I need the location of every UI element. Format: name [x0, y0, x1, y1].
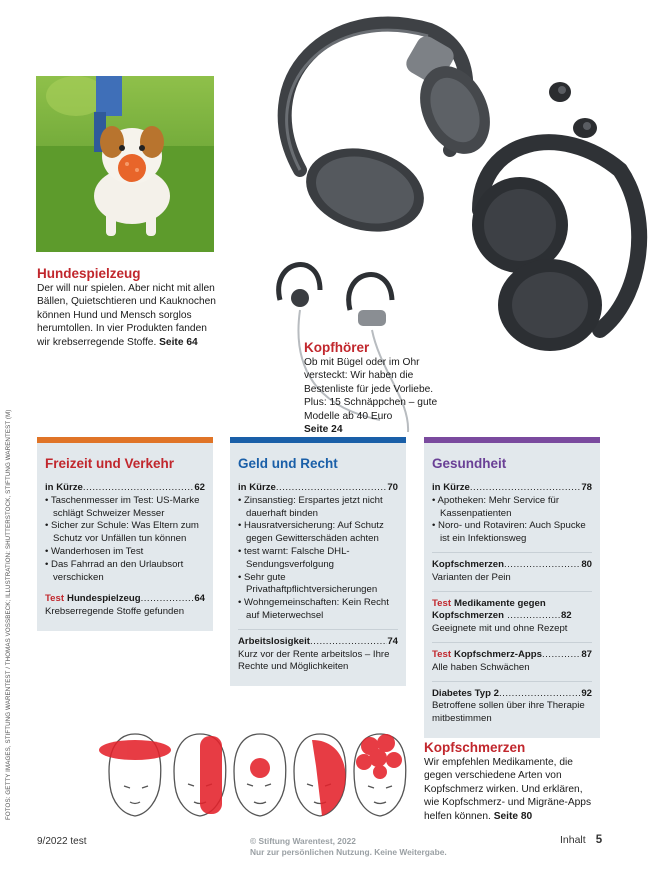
list-item: • Noro- und Rotaviren: Auch Spucke ist ein Infektionsweg: [432, 520, 592, 546]
entry-page: 87: [581, 648, 592, 660]
list-item: • Apotheken: Mehr Service für Kassenpatienten: [432, 495, 592, 521]
toc-entry-kopfschmerz-apps[interactable]: [432, 649, 592, 662]
list-item: • Taschenmesser im Test: US-Marke schlägt Schweizer Messer: [45, 495, 205, 521]
entry-page: 82: [560, 610, 572, 622]
test-label: Test: [45, 593, 65, 605]
test-label: Test: [432, 597, 452, 609]
entry-description: Betroffene sollen über ihre Therapie mitbestimmen: [432, 700, 585, 725]
toc-entry-in-kuerze[interactable]: [432, 482, 592, 495]
list-item: • Wohngemeinschaften: Kein Recht auf Mieterwechsel: [238, 597, 398, 623]
toc-entry-medikamente[interactable]: Test Medikamente gegen Kopfschmerzen .................82: [432, 597, 572, 622]
copyright-line: © Stiftung Warentest, 2022: [250, 836, 356, 846]
toc-entry-in-kuerze[interactable]: [238, 482, 398, 495]
photo-credit: FOTOS: GETTY IMAGES, STIFTUNG WARENTEST / THOMAS VOSSBECK; ILLUSTRATION: SHUTTERSTOCK, STIFTUNG WARENTEST (M): [5, 409, 12, 820]
toc-entry-kopfschmerzen[interactable]: [432, 559, 592, 572]
list-item: • Zinsanstieg: Erspartes jetzt nicht dauerhaft binden: [238, 495, 398, 521]
entry-title: Medikamente gegen Kopfschmerzen: [432, 597, 546, 622]
usage-line: Nur zur persönlichen Nutzung. Keine Weitergabe.: [250, 846, 447, 857]
list-item: • test warnt: Falsche DHL-Sendungsverfolgung: [238, 546, 398, 572]
feature-title: Kopfschmerzen: [424, 740, 526, 755]
entry-title: Kopfschmerzen: [432, 558, 504, 570]
entry-description: Krebserregende Stoffe gefunden: [45, 606, 185, 618]
entry-page: 78: [581, 482, 592, 493]
section-geld-und-recht: [230, 437, 406, 686]
section-freizeit-und-verkehr: [37, 437, 213, 631]
headache-illustration: [90, 726, 420, 826]
entry-page: 62: [194, 482, 205, 493]
feature-hundespielzeug: [37, 266, 222, 349]
entry-page: 80: [581, 558, 592, 570]
toc-entry-diabetes[interactable]: [432, 688, 592, 701]
feature-title: Hundespielzeug: [37, 266, 141, 281]
entry-page: 64: [194, 593, 205, 605]
feature-description: Ob mit Bügel oder im Ohr versteckt: Wir haben die Bestenliste für jede Vorliebe. Plus: 15 Schnäppchen – gute Modelle ab 40 Euro: [304, 357, 438, 422]
entry-title: in Kürze: [238, 482, 276, 493]
section-box: [230, 443, 406, 686]
list-item: • Wanderhosen im Test: [45, 546, 205, 559]
entry-description: Kurz vor der Rente arbeitslos – Ihre Rechte und Möglichkeiten: [238, 648, 390, 673]
entry-description: Geeignete mit und ohne Rezept: [432, 623, 568, 635]
feature-text: [304, 356, 454, 436]
page-reference[interactable]: Seite 64: [159, 336, 198, 348]
toc-entry-hundespielzeug[interactable]: [45, 593, 205, 606]
feature-description: Wir empfehlen Medikamente, die gegen verschiedene Arten von Kopfschmerz wirken. Und erklären, wie Kopfschmerz- und Migräne-Apps helfen können.: [424, 757, 592, 822]
toc-entry-in-kuerze[interactable]: [45, 482, 205, 495]
section-label: Inhalt: [560, 834, 586, 846]
feature-text: [37, 282, 222, 349]
entry-page: 74: [387, 635, 398, 647]
page-footer: [560, 834, 602, 846]
test-label: Test: [432, 648, 452, 660]
entry-title: in Kürze: [432, 482, 470, 493]
toc-entry-arbeitslosigkeit[interactable]: [238, 636, 398, 649]
entry-description: Varianten der Pein: [432, 571, 511, 583]
issue-label: 9/2022 test: [37, 836, 87, 847]
page-reference[interactable]: Seite 80: [493, 810, 533, 822]
copyright-notice: [250, 836, 447, 857]
entry-title: Kopfschmerz-Apps: [454, 648, 542, 660]
section-title: Gesundheit: [432, 456, 507, 471]
section-box: [37, 443, 213, 631]
entry-page: 70: [387, 482, 398, 493]
page-number: 5: [595, 834, 603, 846]
section-title: Geld und Recht: [238, 456, 338, 471]
page-reference[interactable]: Seite 24: [304, 424, 343, 436]
section-title: Freizeit und Verkehr: [45, 456, 175, 471]
section-box: [424, 443, 600, 738]
feature-description: Der will nur spielen. Aber nicht mit allen Bällen, Quietschtieren und Kauknochen können Hund und Mensch sorglos herumtollen. In vier Produkten fanden wir krebserregende Stoffe.: [37, 283, 216, 348]
entry-page: 92: [581, 687, 592, 699]
entry-title: Arbeitslosigkeit: [238, 635, 310, 647]
feature-text: [424, 756, 594, 823]
entry-description: Alle haben Schwächen: [432, 661, 530, 673]
entry-title: Diabetes Typ 2: [432, 687, 500, 699]
entry-title: in Kürze: [45, 482, 83, 493]
list-item: • Sehr gute Privathaftpflichtversicherungen: [238, 572, 398, 598]
feature-kopfhoerer: [304, 340, 454, 436]
list-item: • Hausratversicherung: Auf Schutz gegen Gewitterschäden achten: [238, 520, 398, 546]
feature-kopfschmerzen: [424, 740, 594, 823]
feature-title: Kopfhörer: [304, 340, 370, 355]
list-item: • Das Fahrrad an den Urlaubsort verschicken: [45, 559, 205, 585]
section-gesundheit: [424, 437, 600, 738]
entry-title: Hundespielzeug: [67, 593, 141, 605]
list-item: • Sicher zur Schule: Was Eltern zum Schutz vor Unfällen tun können: [45, 520, 205, 546]
